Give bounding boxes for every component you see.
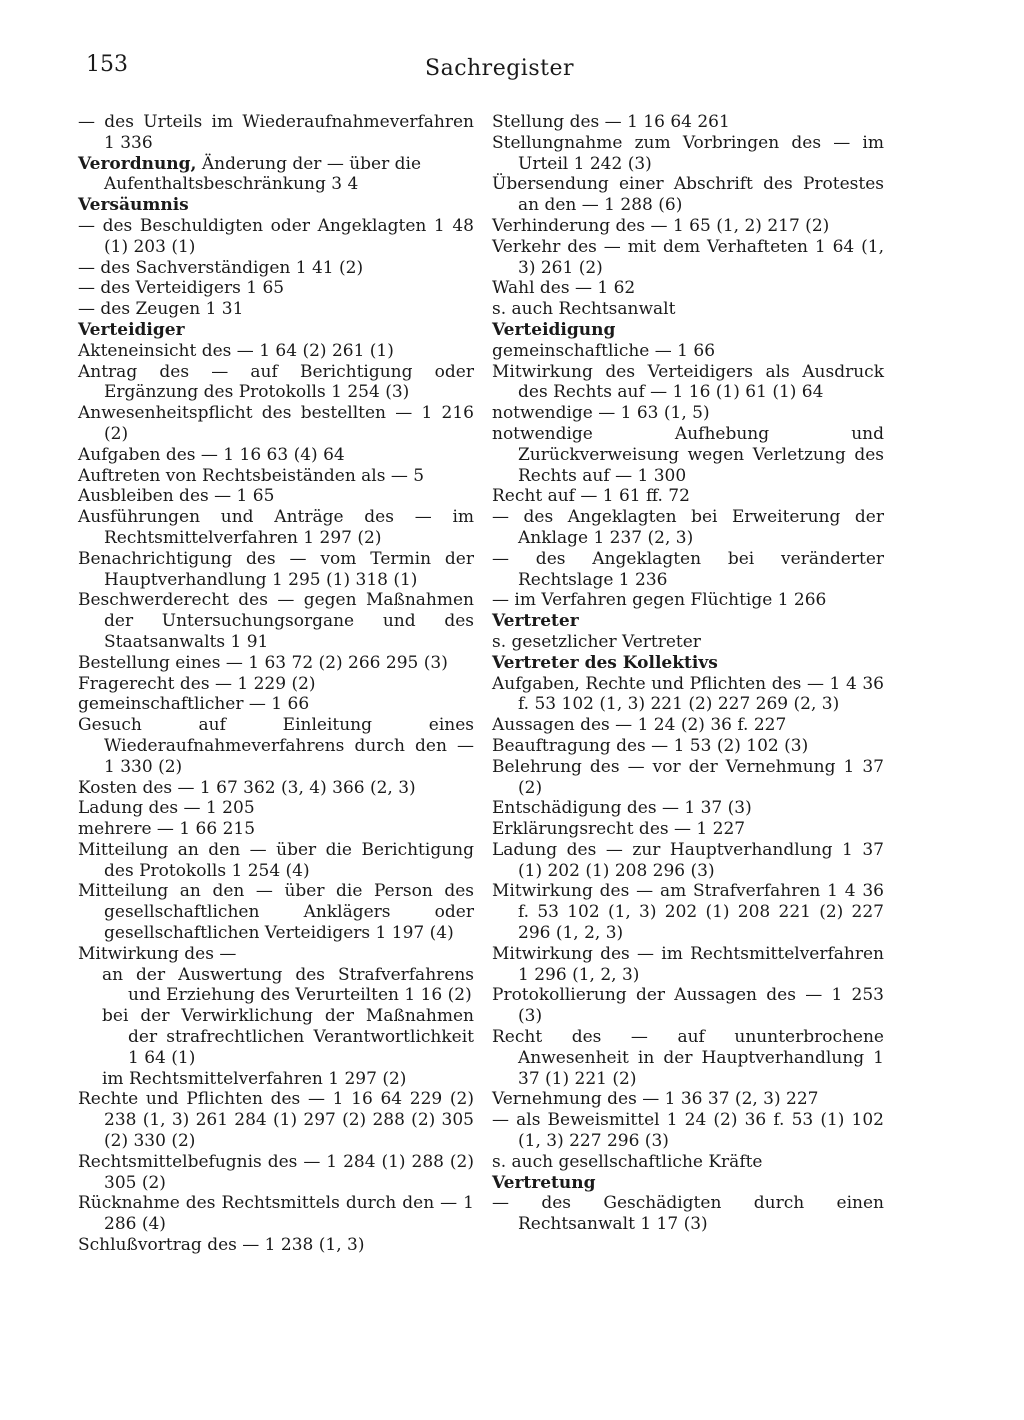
index-entry-text: mehrere — 1 66 215	[78, 819, 256, 840]
index-entry-text: Ladung des — 1 205	[78, 798, 255, 819]
index-keyword	[78, 320, 474, 341]
index-entry-text: Ladung des — zur Hauptverhandlung 1 37 (1) 202 (1) 208 296 (3)	[492, 839, 884, 881]
index-entry	[492, 403, 884, 424]
index-entry-text: — des Urteils im Wiederaufnahmeverfahren 1 336	[78, 112, 474, 153]
index-entry	[492, 944, 884, 986]
index-entry-text: — des Angeklagten bei Erweiterung der Anklage 1 237 (2, 3)	[492, 507, 884, 548]
index-entry	[78, 653, 474, 674]
index-entry-text: — im Verfahren gegen Flüchtige 1 266	[492, 590, 827, 611]
index-entry	[492, 798, 884, 819]
index-entry-text: Vertreter	[492, 611, 579, 632]
index-entry-text: Wahl des — 1 62	[492, 278, 636, 299]
index-entry-text: gemeinschaftliche — 1 66	[492, 340, 716, 361]
index-subentry	[78, 1006, 474, 1068]
index-entry	[492, 757, 884, 799]
index-entry	[78, 1193, 474, 1235]
index-entry-text: Beschwerderecht des — gegen Maßnahmen der Untersuchungsorgane und des Staatsanwalts 1 91	[78, 590, 474, 652]
index-entry-text: Beauftragung des — 1 53 (2) 102 (3)	[492, 735, 809, 756]
index-entry-text: Fragerecht des — 1 229 (2)	[78, 673, 316, 694]
index-entry-text: Mitwirkung des — im Rechtsmittelverfahren 1 296 (1, 2, 3)	[492, 943, 884, 985]
index-subentry	[492, 549, 884, 591]
index-entry	[492, 216, 884, 237]
index-entry-text: Antrag des — auf Berichtigung oder Ergänzung des Protokolls 1 254 (3)	[78, 361, 474, 403]
index-entry	[78, 154, 474, 196]
index-entry-text: Aufgaben, Rechte und Pflichten des — 1 4 36 f. 53 102 (1, 3) 221 (2) 227 269 (2, 3)	[492, 673, 884, 715]
index-subentry	[78, 112, 474, 154]
index-keyword	[492, 611, 884, 632]
index-entry-text: Aufgaben des — 1 16 63 (4) 64	[78, 444, 345, 465]
index-entry-text: Stellungnahme zum Vorbringen des — im Urteil 1 242 (3)	[492, 132, 884, 174]
index-entry-text: Auftreten von Rechtsbeiständen als — 5	[78, 465, 425, 486]
index-entry-text: Mitwirkung des —	[78, 943, 237, 964]
index-entry	[492, 1089, 884, 1110]
index-entry-text: notwendige — 1 63 (1, 5)	[492, 403, 710, 424]
index-entry-text: — des Beschuldigten oder Angeklagten 1 48 (1) 203 (1)	[78, 215, 474, 257]
index-entry	[492, 362, 884, 404]
index-entry	[78, 507, 474, 549]
index-entry-text: Recht des — auf ununterbrochene Anwesenheit in der Hauptverhandlung 1 37 (1) 221 (2)	[492, 1027, 884, 1089]
index-entry-text: — des Geschädigten durch einen Rechtsanwalt 1 17 (3)	[492, 1193, 884, 1235]
index-entry	[78, 840, 474, 882]
index-keyword	[78, 195, 474, 216]
index-entry-text: s. auch gesellschaftliche Kräfte	[492, 1151, 763, 1172]
index-subentry	[78, 965, 474, 1007]
index-entry	[492, 237, 884, 279]
index-entry-text: Versäumnis	[78, 195, 189, 216]
index-entry-text: Benachrichtigung des — vom Termin der Hauptverhandlung 1 295 (1) 318 (1)	[78, 548, 474, 590]
index-entry	[492, 1152, 884, 1173]
index-entry-text: Anwesenheitspflicht des bestellten — 1 216 (2)	[78, 403, 474, 444]
index-entry-text: Mitteilung an den — über die Person des gesellschaftlichen Anklägers oder gesellschaftlichen Verteidigers 1 197 (4)	[78, 881, 474, 944]
index-entry	[78, 819, 474, 840]
index-entry	[492, 819, 884, 840]
index-entry-text: im Rechtsmittelverfahren 1 297 (2)	[102, 1068, 407, 1089]
index-entry-text: Entschädigung des — 1 37 (3)	[492, 798, 752, 819]
index-entry	[78, 778, 474, 799]
index-entry-text: Rechtsmittelbefugnis des — 1 284 (1) 288 (2) 305 (2)	[78, 1151, 474, 1193]
index-entry	[492, 174, 884, 216]
index-entry	[78, 549, 474, 591]
index-entry-text: Stellung des — 1 16 64 261	[492, 112, 730, 132]
index-entry	[492, 1027, 884, 1089]
index-entry-text: Mitwirkung des Verteidigers als Ausdruck des Rechts auf — 1 16 (1) 61 (1) 64	[492, 361, 884, 403]
index-entry	[78, 341, 474, 362]
index-entry-text: gemeinschaftlicher — 1 66	[78, 694, 310, 715]
index-entry-text: Verteidigung	[492, 319, 616, 340]
index-entry	[492, 674, 884, 716]
index-entry	[78, 944, 474, 965]
index-entry-text: — des Zeugen 1 31	[78, 299, 244, 320]
index-entry	[492, 881, 884, 943]
index-entry	[78, 1152, 474, 1194]
index-subentry	[492, 590, 884, 611]
index-entry	[492, 278, 884, 299]
index-entry	[492, 112, 884, 133]
index-entry-text: Rechte und Pflichten des — 1 16 64 229 (2) 238 (1, 3) 261 284 (1) 297 (2) 288 (2) 305 (2) 330 (2)	[78, 1089, 474, 1152]
index-entry-text: Kosten des — 1 67 362 (3, 4) 366 (2, 3)	[78, 777, 416, 798]
index-entry	[492, 486, 884, 507]
index-keyword	[492, 653, 884, 674]
index-keyword: Verordnung,	[78, 153, 197, 174]
index-entry-text: s. gesetzlicher Vertreter	[492, 631, 701, 652]
index-subentry	[78, 278, 474, 299]
index-entry	[492, 632, 884, 653]
index-entry	[78, 674, 474, 695]
index-entry	[492, 840, 884, 882]
index-subentry	[492, 1110, 884, 1152]
index-entry-text: Vertretung	[492, 1172, 596, 1193]
index-entry	[78, 403, 474, 445]
index-entry-text: — als Beweismittel 1 24 (2) 36 f. 53 (1) 102 (1, 3) 227 296 (3)	[492, 1110, 884, 1152]
index-subentry	[78, 299, 474, 320]
index-keyword	[492, 320, 884, 341]
index-entry-text: Vernehmung des — 1 36 37 (2, 3) 227	[492, 1089, 819, 1110]
index-entry	[78, 445, 474, 466]
index-keyword	[492, 1173, 884, 1194]
index-entry-text: Erklärungsrecht des — 1 227	[492, 819, 746, 840]
index-entry-text: Gesuch auf Einleitung eines Wiederaufnahmeverfahrens durch den — 1 330 (2)	[78, 715, 474, 777]
index-entry	[492, 985, 884, 1027]
index-entry-text: Ausführungen und Anträge des — im Rechtsmittelverfahren 1 297 (2)	[78, 507, 474, 548]
index-column-right	[492, 112, 884, 1235]
index-entry	[492, 341, 884, 362]
index-entry	[78, 362, 474, 404]
index-entry	[492, 424, 884, 486]
index-entry	[78, 881, 474, 943]
index-entry	[78, 1235, 474, 1256]
index-entry	[78, 590, 474, 652]
index-entry-text: Protokollierung der Aussagen des — 1 253 (3)	[492, 985, 884, 1027]
index-entry	[78, 694, 474, 715]
index-entry-text: Belehrung des — vor der Vernehmung 1 37 (2)	[492, 756, 884, 798]
index-entry-text: Änderung der — über die Aufenthaltsbeschränkung 3 4	[104, 153, 422, 195]
index-entry-text: Akteneinsicht des — 1 64 (2) 261 (1)	[78, 340, 394, 361]
index-entry-text: Übersendung einer Abschrift des Protestes an den — 1 288 (6)	[492, 174, 884, 216]
index-entry-text: — des Angeklagten bei veränderter Rechtslage 1 236	[492, 548, 884, 590]
index-entry-text: Vertreter des Kollektivs	[492, 652, 718, 673]
index-entry	[492, 299, 884, 320]
index-entry-text: Verkehr des — mit dem Verhafteten 1 64 (1, 3) 261 (2)	[492, 236, 884, 278]
index-subentry	[78, 1069, 474, 1090]
index-entry	[492, 715, 884, 736]
index-entry-text: Mitwirkung des — am Strafverfahren 1 4 36 f. 53 102 (1, 3) 202 (1) 208 221 (2) 227 296 (1, 2, 3)	[492, 881, 884, 944]
index-entry-text: s. auch Rechtsanwalt	[492, 299, 676, 320]
index-entry-text: Mitteilung an den — über die Berichtigung des Protokolls 1 254 (4)	[78, 839, 474, 881]
index-entry	[78, 1089, 474, 1151]
index-entry-text: — des Sachverständigen 1 41 (2)	[78, 257, 364, 278]
index-entry-text: — des Verteidigers 1 65	[78, 278, 285, 299]
index-entry-text: Verhinderung des — 1 65 (1, 2) 217 (2)	[492, 215, 830, 236]
index-entry	[78, 798, 474, 819]
index-subentry	[492, 1193, 884, 1235]
index-entry-text: Recht auf — 1 61 ff. 72	[492, 486, 690, 507]
index-column-left	[78, 112, 474, 1256]
index-entry-text: Schlußvortrag des — 1 238 (1, 3)	[78, 1235, 365, 1256]
page-title: Sachregister	[425, 56, 574, 81]
index-entry-text: bei der Verwirklichung der Maßnahmen der strafrechtlichen Verantwortlichkeit 1 64 (1)	[102, 1006, 474, 1068]
index-entry	[78, 486, 474, 507]
index-entry	[78, 715, 474, 777]
index-subentry	[78, 258, 474, 279]
index-entry-text: an der Auswertung des Strafverfahrens und Erziehung des Verurteilten 1 16 (2)	[102, 964, 474, 1006]
index-entry	[492, 736, 884, 757]
index-subentry	[78, 216, 474, 258]
index-entry-text: Aussagen des — 1 24 (2) 36 f. 227	[492, 715, 787, 736]
page-number: 153	[86, 52, 128, 77]
index-entry-text: Bestellung eines — 1 63 72 (2) 266 295 (3)	[78, 652, 448, 673]
index-entry	[78, 466, 474, 487]
index-entry-text: Verteidiger	[78, 319, 185, 340]
index-entry-text: Rücknahme des Rechtsmittels durch den — 1 286 (4)	[78, 1193, 474, 1235]
index-entry-text: Ausbleiben des — 1 65	[78, 486, 275, 507]
index-entry	[492, 133, 884, 175]
index-entry-text: notwendige Aufhebung und Zurückverweisung wegen Verletzung des Rechts auf — 1 300	[492, 423, 884, 486]
index-subentry	[492, 507, 884, 549]
